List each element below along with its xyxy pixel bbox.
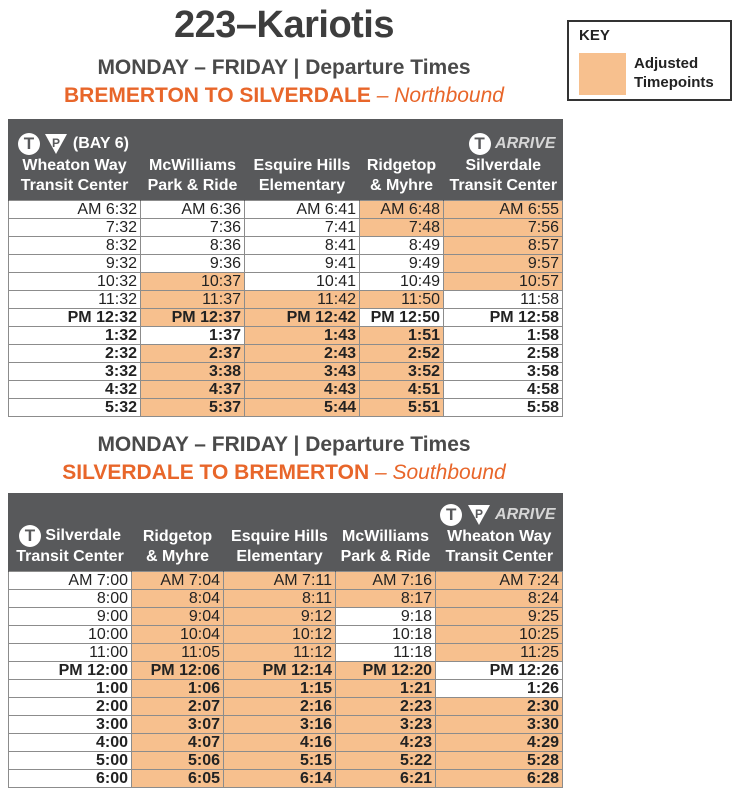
time-cell: 1:15 xyxy=(224,679,336,697)
southbound-direction-main: SILVERDALE TO BREMERTON xyxy=(62,461,370,484)
time-cell: PM 12:58 xyxy=(444,308,563,326)
southbound-body xyxy=(9,571,563,787)
time-cell: 9:57 xyxy=(444,254,563,272)
time-cell: 9:04 xyxy=(132,607,224,625)
southbound-col-2-line1: Esquire Hills xyxy=(231,527,328,545)
time-cell: 5:15 xyxy=(224,751,336,769)
time-cell: PM 12:26 xyxy=(436,661,563,679)
bay-label: (BAY 6) xyxy=(72,134,129,152)
time-cell: 8:36 xyxy=(141,236,245,254)
transit-center-icon: T xyxy=(18,133,40,155)
table-row xyxy=(9,362,563,380)
time-cell: PM 12:06 xyxy=(132,661,224,679)
time-cell: 8:49 xyxy=(360,236,444,254)
time-cell: 9:49 xyxy=(360,254,444,272)
northbound-col-4-line2: Transit Center xyxy=(449,176,558,194)
time-cell: 4:51 xyxy=(360,380,444,398)
time-cell: 10:25 xyxy=(436,625,563,643)
table-row xyxy=(9,344,563,362)
time-cell: 8:00 xyxy=(9,589,132,607)
northbound-col-3-line1: Ridgetop xyxy=(366,156,437,174)
time-cell: 10:57 xyxy=(444,272,563,290)
time-cell: 1:51 xyxy=(360,326,444,344)
southbound-direction-suffix: – Southbound xyxy=(369,461,506,484)
time-cell: 11:32 xyxy=(9,290,141,308)
time-cell: AM 7:04 xyxy=(132,571,224,589)
key-legend xyxy=(567,20,732,101)
time-cell: 2:07 xyxy=(132,697,224,715)
time-cell: PM 12:14 xyxy=(224,661,336,679)
time-cell: 3:07 xyxy=(132,715,224,733)
time-cell: AM 7:16 xyxy=(336,571,436,589)
time-cell: 9:00 xyxy=(9,607,132,625)
southbound-col-1-line2: & Myhre xyxy=(145,547,210,565)
arrive-label: ARRIVE xyxy=(495,134,556,152)
time-cell: 5:28 xyxy=(436,751,563,769)
northbound-col-4 xyxy=(444,119,563,200)
time-cell: 8:57 xyxy=(444,236,563,254)
northbound-col-3 xyxy=(360,119,444,200)
northbound-header-row xyxy=(9,119,563,200)
time-cell: 8:04 xyxy=(132,589,224,607)
time-cell: 9:12 xyxy=(224,607,336,625)
northbound-col-2-line1: Esquire Hills xyxy=(253,156,351,174)
northbound-col-3-line2: & Myhre xyxy=(369,176,434,194)
time-cell: 10:37 xyxy=(141,272,245,290)
table-row xyxy=(9,398,563,416)
time-cell: 2:32 xyxy=(9,344,141,362)
time-cell: 11:42 xyxy=(245,290,360,308)
time-cell: AM 7:11 xyxy=(224,571,336,589)
southbound-col-0-line1 xyxy=(10,525,130,547)
southbound-col-0 xyxy=(9,493,132,571)
time-cell: 5:51 xyxy=(360,398,444,416)
time-cell: 2:30 xyxy=(436,697,563,715)
time-cell: 3:38 xyxy=(141,362,245,380)
time-cell: 5:58 xyxy=(444,398,563,416)
time-cell: 4:37 xyxy=(141,380,245,398)
time-cell: 9:32 xyxy=(9,254,141,272)
time-cell: PM 12:32 xyxy=(9,308,141,326)
time-cell: 8:24 xyxy=(436,589,563,607)
southbound-direction xyxy=(0,461,568,485)
time-cell: PM 12:37 xyxy=(141,308,245,326)
time-cell: 4:16 xyxy=(224,733,336,751)
time-cell: 4:07 xyxy=(132,733,224,751)
southbound-col-4-line2: Transit Center xyxy=(445,547,554,565)
southbound-table xyxy=(8,493,563,788)
time-cell: 1:58 xyxy=(444,326,563,344)
transit-center-icon: T xyxy=(469,133,491,155)
time-cell: 2:00 xyxy=(9,697,132,715)
table-row xyxy=(9,589,563,607)
key-label-line1: Adjusted xyxy=(634,55,699,72)
time-cell: 3:23 xyxy=(336,715,436,733)
page-title: 223–Kariotis xyxy=(173,4,394,46)
southbound-col-0-line1-text: Silverdale xyxy=(45,526,122,544)
time-cell: 11:05 xyxy=(132,643,224,661)
northbound-col-1 xyxy=(141,119,245,200)
time-cell: 6:14 xyxy=(224,769,336,787)
time-cell: 11:12 xyxy=(224,643,336,661)
northbound-subheading: MONDAY – FRIDAY | Departure Times xyxy=(97,56,471,79)
key-title: KEY xyxy=(579,27,610,44)
time-cell: 2:58 xyxy=(444,344,563,362)
southbound-col-4-icons xyxy=(437,504,562,526)
time-cell: 3:30 xyxy=(436,715,563,733)
northbound-body xyxy=(9,200,563,416)
time-cell: 2:23 xyxy=(336,697,436,715)
table-row xyxy=(9,733,563,751)
time-cell: 7:48 xyxy=(360,218,444,236)
time-cell: PM 12:20 xyxy=(336,661,436,679)
table-row xyxy=(9,769,563,787)
time-cell: 3:16 xyxy=(224,715,336,733)
key-label xyxy=(634,54,714,92)
time-cell: 3:32 xyxy=(9,362,141,380)
northbound-col-2 xyxy=(245,119,360,200)
northbound-col-1-line2: Park & Ride xyxy=(147,176,238,194)
northbound-col-0-line1: Wheaton Way xyxy=(22,156,127,174)
park-and-ride-icon xyxy=(44,133,68,155)
time-cell: AM 6:41 xyxy=(245,200,360,218)
northbound-col-0 xyxy=(9,119,141,200)
svg-text:P: P xyxy=(52,135,61,150)
time-cell: 5:06 xyxy=(132,751,224,769)
key-label-line2: Timepoints xyxy=(634,74,714,91)
table-row xyxy=(9,643,563,661)
table-row xyxy=(9,326,563,344)
time-cell: 5:32 xyxy=(9,398,141,416)
time-cell: 7:56 xyxy=(444,218,563,236)
time-cell: 3:00 xyxy=(9,715,132,733)
arrive-label: ARRIVE xyxy=(495,505,556,523)
time-cell: 10:12 xyxy=(224,625,336,643)
time-cell: 6:21 xyxy=(336,769,436,787)
time-cell: 1:37 xyxy=(141,326,245,344)
time-cell: AM 6:32 xyxy=(9,200,141,218)
northbound-col-2-line2: Elementary xyxy=(258,176,346,194)
time-cell: 4:23 xyxy=(336,733,436,751)
time-cell: 11:00 xyxy=(9,643,132,661)
time-cell: 1:26 xyxy=(436,679,563,697)
time-cell: 1:43 xyxy=(245,326,360,344)
time-cell: 8:11 xyxy=(224,589,336,607)
time-cell: 11:25 xyxy=(436,643,563,661)
northbound-col-0-line2: Transit Center xyxy=(20,176,129,194)
time-cell: 11:37 xyxy=(141,290,245,308)
time-cell: 9:41 xyxy=(245,254,360,272)
time-cell: 6:28 xyxy=(436,769,563,787)
northbound-col-1-line1: McWilliams xyxy=(149,156,236,174)
table-row xyxy=(9,571,563,589)
time-cell: 8:41 xyxy=(245,236,360,254)
time-cell: 2:43 xyxy=(245,344,360,362)
time-cell: 7:36 xyxy=(141,218,245,236)
table-row xyxy=(9,308,563,326)
northbound-col-4-icons xyxy=(445,133,562,155)
table-row xyxy=(9,272,563,290)
table-row xyxy=(9,236,563,254)
time-cell: 5:00 xyxy=(9,751,132,769)
northbound-direction-suffix: – Northbound xyxy=(370,84,504,107)
southbound-col-4-line1: Wheaton Way xyxy=(447,527,552,545)
southbound-col-1-line1: Ridgetop xyxy=(142,527,213,545)
time-cell: 2:16 xyxy=(224,697,336,715)
time-cell: 10:18 xyxy=(336,625,436,643)
time-cell: 7:41 xyxy=(245,218,360,236)
key-swatch xyxy=(579,53,626,95)
time-cell: 10:00 xyxy=(9,625,132,643)
southbound-col-3-line2: Park & Ride xyxy=(340,547,431,565)
table-row xyxy=(9,715,563,733)
time-cell: 4:32 xyxy=(9,380,141,398)
time-cell: 4:29 xyxy=(436,733,563,751)
southbound-col-2-line2: Elementary xyxy=(236,547,323,565)
transit-center-icon: T xyxy=(19,525,41,547)
time-cell: 1:32 xyxy=(9,326,141,344)
time-cell: 10:32 xyxy=(9,272,141,290)
southbound-col-3 xyxy=(336,493,436,571)
table-row xyxy=(9,661,563,679)
table-row xyxy=(9,607,563,625)
table-row xyxy=(9,218,563,236)
northbound-table xyxy=(8,119,563,417)
time-cell: 5:44 xyxy=(245,398,360,416)
time-cell: 6:00 xyxy=(9,769,132,787)
time-cell: 9:25 xyxy=(436,607,563,625)
northbound-col-0-icons xyxy=(10,133,139,155)
time-cell: PM 12:00 xyxy=(9,661,132,679)
southbound-col-2 xyxy=(224,493,336,571)
time-cell: 9:36 xyxy=(141,254,245,272)
time-cell: 3:52 xyxy=(360,362,444,380)
time-cell: AM 7:24 xyxy=(436,571,563,589)
table-row xyxy=(9,200,563,218)
southbound-col-4 xyxy=(436,493,563,571)
time-cell: 8:32 xyxy=(9,236,141,254)
table-row xyxy=(9,625,563,643)
table-row xyxy=(9,679,563,697)
time-cell: 2:37 xyxy=(141,344,245,362)
time-cell: 11:18 xyxy=(336,643,436,661)
time-cell: PM 12:42 xyxy=(245,308,360,326)
time-cell: 10:49 xyxy=(360,272,444,290)
table-row xyxy=(9,751,563,769)
time-cell: 5:22 xyxy=(336,751,436,769)
time-cell: 3:58 xyxy=(444,362,563,380)
table-row xyxy=(9,290,563,308)
time-cell: 2:52 xyxy=(360,344,444,362)
table-row xyxy=(9,254,563,272)
transit-center-icon: T xyxy=(440,504,462,526)
time-cell: 10:41 xyxy=(245,272,360,290)
time-cell: 3:43 xyxy=(245,362,360,380)
time-cell: 7:32 xyxy=(9,218,141,236)
time-cell: PM 12:50 xyxy=(360,308,444,326)
northbound-col-4-line1: Silverdale xyxy=(465,156,542,174)
time-cell: 4:43 xyxy=(245,380,360,398)
time-cell: 1:21 xyxy=(336,679,436,697)
time-cell: 11:50 xyxy=(360,290,444,308)
time-cell: 9:18 xyxy=(336,607,436,625)
time-cell: AM 6:36 xyxy=(141,200,245,218)
time-cell: AM 6:48 xyxy=(360,200,444,218)
time-cell: 8:17 xyxy=(336,589,436,607)
time-cell: 10:04 xyxy=(132,625,224,643)
northbound-direction xyxy=(0,84,568,108)
southbound-header-row xyxy=(9,493,563,571)
park-and-ride-icon xyxy=(467,504,491,526)
time-cell: AM 7:00 xyxy=(9,571,132,589)
time-cell: 5:37 xyxy=(141,398,245,416)
time-cell: 11:58 xyxy=(444,290,563,308)
southbound-col-1 xyxy=(132,493,224,571)
table-row xyxy=(9,697,563,715)
table-row xyxy=(9,380,563,398)
time-cell: 6:05 xyxy=(132,769,224,787)
time-cell: 1:00 xyxy=(9,679,132,697)
time-cell: 1:06 xyxy=(132,679,224,697)
time-cell: 4:58 xyxy=(444,380,563,398)
time-cell: AM 6:55 xyxy=(444,200,563,218)
northbound-direction-main: BREMERTON TO SILVERDALE xyxy=(64,84,371,107)
southbound-col-0-line2: Transit Center xyxy=(16,547,124,565)
time-cell: 4:00 xyxy=(9,733,132,751)
southbound-col-3-line1: McWilliams xyxy=(342,527,429,545)
southbound-subheading: MONDAY – FRIDAY | Departure Times xyxy=(97,433,471,456)
svg-text:P: P xyxy=(474,506,483,521)
